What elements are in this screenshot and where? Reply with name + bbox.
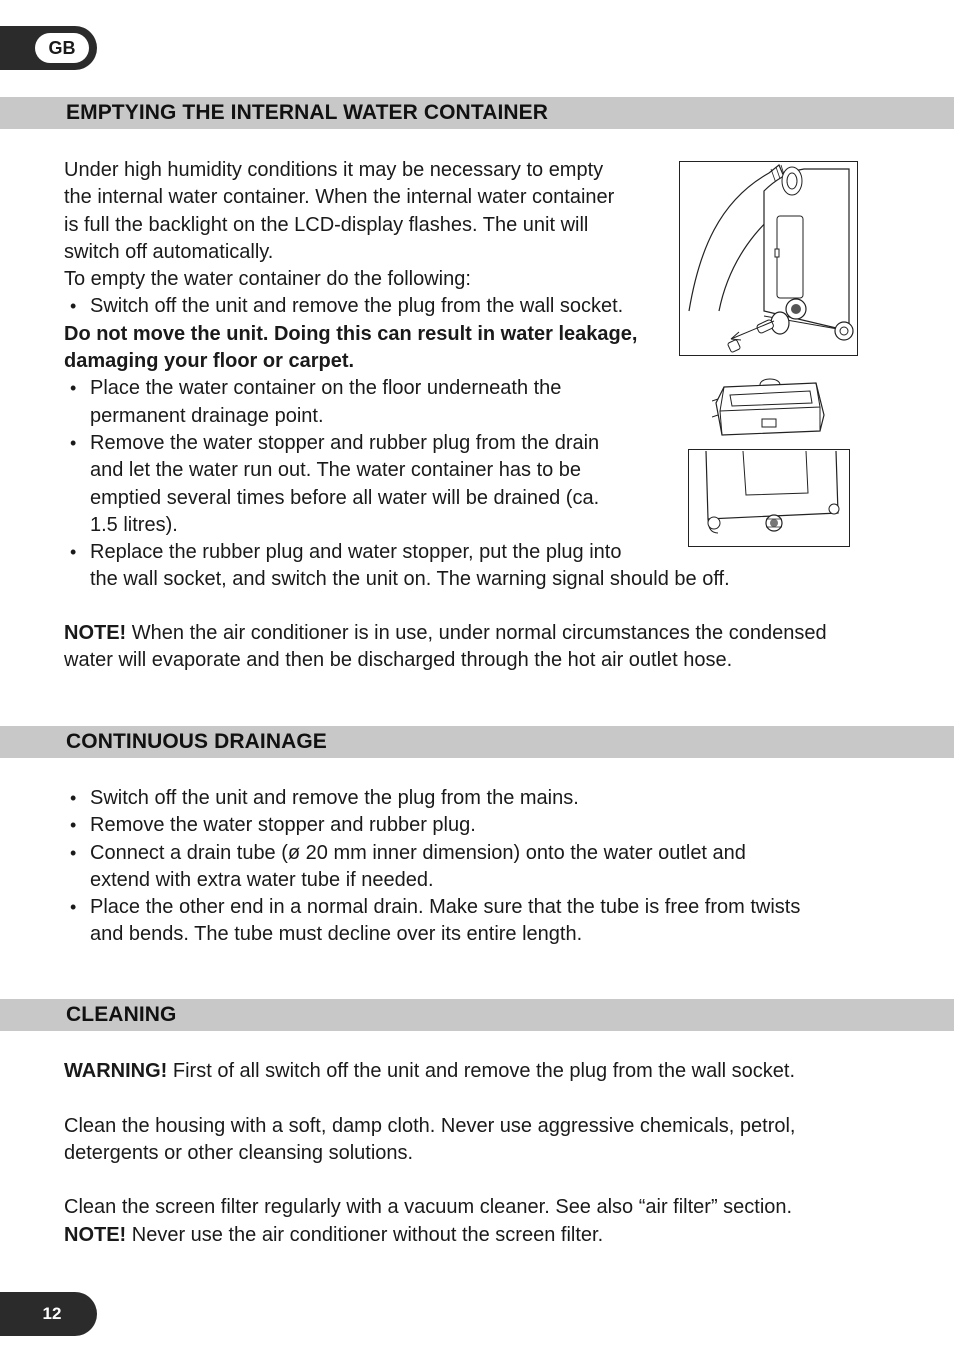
intro-line: switch off automatically. bbox=[64, 240, 274, 263]
list-item-line: the wall socket, and switch the unit on. The warning signal should be off. bbox=[90, 568, 730, 591]
language-label: GB bbox=[35, 33, 89, 63]
drain-plug-illustration bbox=[679, 161, 858, 356]
list-item-line: • Remove the water stopper and rubber plug from the drain bbox=[90, 431, 600, 454]
list-item-line: extend with extra water tube if needed. bbox=[90, 868, 434, 891]
language-tab bbox=[0, 26, 97, 70]
list-item bbox=[64, 840, 894, 895]
list-item bbox=[64, 539, 850, 594]
intro-line: Under high humidity conditions it may be necessary to empty bbox=[64, 159, 604, 181]
list-item-line: emptied several times before all water will be drained (ca. bbox=[90, 486, 600, 509]
steps-list-a bbox=[64, 293, 674, 320]
list-item bbox=[64, 375, 674, 430]
drainage-steps bbox=[64, 785, 894, 949]
drainage-body bbox=[64, 785, 894, 949]
list-item-text: Switch off the unit and remove the plug from the mains. bbox=[90, 787, 579, 809]
list-item-line: • Replace the rubber plug and water stopper, put the plug into bbox=[90, 541, 622, 564]
section-header-cleaning bbox=[0, 999, 954, 1031]
note-text: When the air conditioner is in use, under normal circumstances the condensed bbox=[126, 622, 827, 644]
list-item-line: permanent drainage point. bbox=[90, 404, 324, 427]
section-header-drainage bbox=[0, 726, 954, 758]
warning-label: WARNING! bbox=[64, 1060, 168, 1082]
housing-line: detergents or other cleansing solutions. bbox=[64, 1141, 414, 1164]
cleaning-body bbox=[64, 1058, 894, 1249]
list-item-line: • Place the water container on the floor underneath the bbox=[90, 377, 562, 400]
note-line: water will evaporate and then be discharged through the hot air outlet hose. bbox=[64, 649, 733, 672]
list-item-line: and let the water run out. The water container has to be bbox=[90, 459, 582, 482]
note-line bbox=[64, 620, 894, 647]
water-container-illustration bbox=[712, 373, 828, 439]
todo-line: To empty the water container do the following: bbox=[64, 268, 471, 291]
steps-list-b bbox=[64, 375, 730, 593]
section-title: CONTINUOUS DRAINAGE bbox=[66, 730, 327, 753]
section-title: EMPTYING THE INTERNAL WATER CONTAINER bbox=[66, 101, 549, 124]
list-item bbox=[64, 785, 894, 812]
list-item-line: and bends. The tube must decline over its entire length. bbox=[90, 923, 583, 946]
list-item-line: • Connect a drain tube (ø 20 mm inner dimension) onto the water outlet and bbox=[90, 841, 746, 864]
list-item-text: Switch off the unit and remove the plug from the wall socket. bbox=[90, 295, 624, 318]
intro-line: is full the backlight on the LCD-display flashes. The unit will bbox=[64, 213, 589, 236]
unit-base-illustration bbox=[688, 449, 850, 547]
section-header-emptying bbox=[0, 97, 954, 129]
note-line bbox=[64, 1222, 894, 1249]
page-number: 12 bbox=[42, 1304, 62, 1323]
housing-line: Clean the housing with a soft, damp cloth. Never use aggressive chemicals, petrol, bbox=[64, 1114, 796, 1137]
list-item bbox=[64, 430, 674, 539]
list-item bbox=[64, 812, 894, 839]
page-number-tab bbox=[0, 1292, 97, 1336]
intro-line: the internal water container. When the internal water container bbox=[64, 186, 615, 209]
emptying-body bbox=[64, 157, 730, 594]
note-text: Never use the air conditioner without the screen filter. bbox=[126, 1223, 604, 1246]
list-item-line: • Place the other end in a normal drain. Make sure that the tube is free from twists bbox=[90, 896, 801, 919]
list-item-line: 1.5 litres). bbox=[90, 513, 178, 536]
emptying-note bbox=[64, 620, 894, 675]
section-title: CLEANING bbox=[66, 1003, 177, 1026]
list-item bbox=[64, 293, 674, 320]
warning-paragraph bbox=[64, 1058, 894, 1085]
warning-line: damaging your floor or carpet. bbox=[64, 350, 355, 373]
warning-line: Do not move the unit. Doing this can result in water leakage, bbox=[64, 322, 638, 345]
warning-text: First of all switch off the unit and remove the plug from the wall socket. bbox=[167, 1060, 796, 1082]
note-label: NOTE! bbox=[64, 1223, 127, 1246]
filter-line: Clean the screen filter regularly with a vacuum cleaner. See also “air filter” section. bbox=[64, 1196, 793, 1219]
list-item-text: Remove the water stopper and rubber plug. bbox=[90, 814, 476, 837]
note-label: NOTE! bbox=[64, 622, 127, 644]
list-item bbox=[64, 894, 894, 949]
